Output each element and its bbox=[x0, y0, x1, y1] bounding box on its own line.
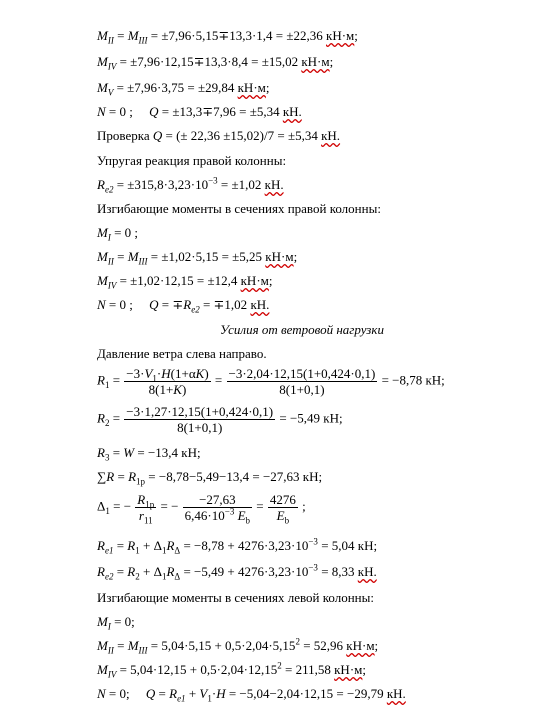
eq-re2-wind: $R_{е2} = R_2 + \Delta_1R_\Delta = -5,49 + 4276\cdot 3,23\cdot 10^{-3} = 8,33$ кН. bbox=[97, 562, 377, 582]
eq-m4-left: $M_{IV} = 5,04\cdot 12,15 + 0,5\cdot 2,04\cdot 12,15^2 = 211,58$ кН·м; bbox=[97, 660, 366, 680]
eq-m1-left: $M_I = 0$; bbox=[97, 614, 135, 632]
eq-m1: $M_I = 0$ ; bbox=[97, 225, 139, 243]
heading-wind-direction: Давление ветра слева направо. bbox=[97, 346, 267, 361]
eq-re2: $R_{е2} = \pm 315,8\cdot 3,23\cdot 10^{-3} = \pm 1,02$ кН. bbox=[97, 175, 284, 195]
eq-r1: $R_1$ = $\frac{-3\cdot V_1\cdot H(1+\alpha K)}{8(1+K)}$ = $\frac{-3\cdot 2,04\cdot 12,15(1+0,424\cdot 0,1)}{8(1+0,1)}$ = −8,78 кН; bbox=[97, 366, 445, 397]
check-line: Проверка Q = (± 22,36 ±15,02)/7 = ±5,34 кН. bbox=[97, 128, 341, 143]
eq-m2-m3-right: $M_{II} = M_{III} = \pm 1,02\cdot 5,15 = \pm 5,25$ кН·м; bbox=[97, 249, 298, 267]
heading-right-column-moments: Изгибающие моменты в сечениях правой колонны: bbox=[97, 201, 381, 216]
eq-r3: $R_3 = W = -13,4$ кН; bbox=[97, 445, 201, 463]
eq-n-q-right: N = 0 ; $Q = \mp R_{е2} = \mp 1,02$ кН. bbox=[97, 297, 270, 315]
eq-m4-right: $M_{IV} = \pm 1,02\cdot 12,15 = \pm 12,4$ кН·м; bbox=[97, 273, 273, 291]
eq-sum-r: $\sum R = R_{1р} = -8,78-5,49-13,4 = -27,63$ кН; bbox=[97, 469, 323, 487]
eq-re1: $R_{е1} = R_1 + \Delta_1R_\Delta = -8,78 + 4276\cdot 3,23\cdot 10^{-3} = 5,04$ кН; bbox=[97, 536, 378, 556]
eq-m4: $M_{IV} = \pm 7,96\cdot 12,15\mp 13,3\cdot 8,4 = \pm 15,02$ кН·м; bbox=[97, 54, 334, 72]
eq-r2: $R_2$ = $\frac{-3\cdot 1,27\cdot 12,15(1+0,424\cdot 0,1)}{8(1+0,1)}$ = −5,49 кН; bbox=[97, 404, 343, 435]
eq-n-q-left: N = 0; $Q = R_{е1} + V_1\cdot H = -5,04-2,04\cdot 12,15 = -29,79$ кН. bbox=[97, 686, 406, 704]
eq-m2-m3-left: $M_{II} = M_{III} = 5,04\cdot 5,15 + 0,5\cdot 2,04\cdot 5,15^2 = 52,96$ кН·м; bbox=[97, 636, 379, 656]
eq-m5: $M_V = \pm 7,96\cdot 3,75 = \pm 29,84$ кН·м; bbox=[97, 80, 270, 98]
heading-left-column-moments: Изгибающие моменты в сечениях левой колонны: bbox=[97, 590, 374, 605]
heading-elastic-reaction: Упругая реакция правой колонны: bbox=[97, 153, 287, 168]
section-title-wind: Усилия от ветровой нагрузки bbox=[220, 322, 384, 337]
eq-delta1: $\Delta_1$ = − $\frac{R_{1р}}{r_{11}}$ = − $\frac{-27,63}{6,46\cdot 10^{-3} E_b}$ = $\frac{4276}{E_b}$ ; bbox=[97, 492, 306, 526]
eq-n-q: N = 0 ; Q = ±13,3∓7,96 = ±5,34 кН. bbox=[97, 104, 302, 119]
eq-m2-m3: $M_{II} = M_{III} = \pm 7,96\cdot 5,15\mp 13,3\cdot 1,4 = \pm 22,36$ кН·м; bbox=[97, 28, 358, 46]
